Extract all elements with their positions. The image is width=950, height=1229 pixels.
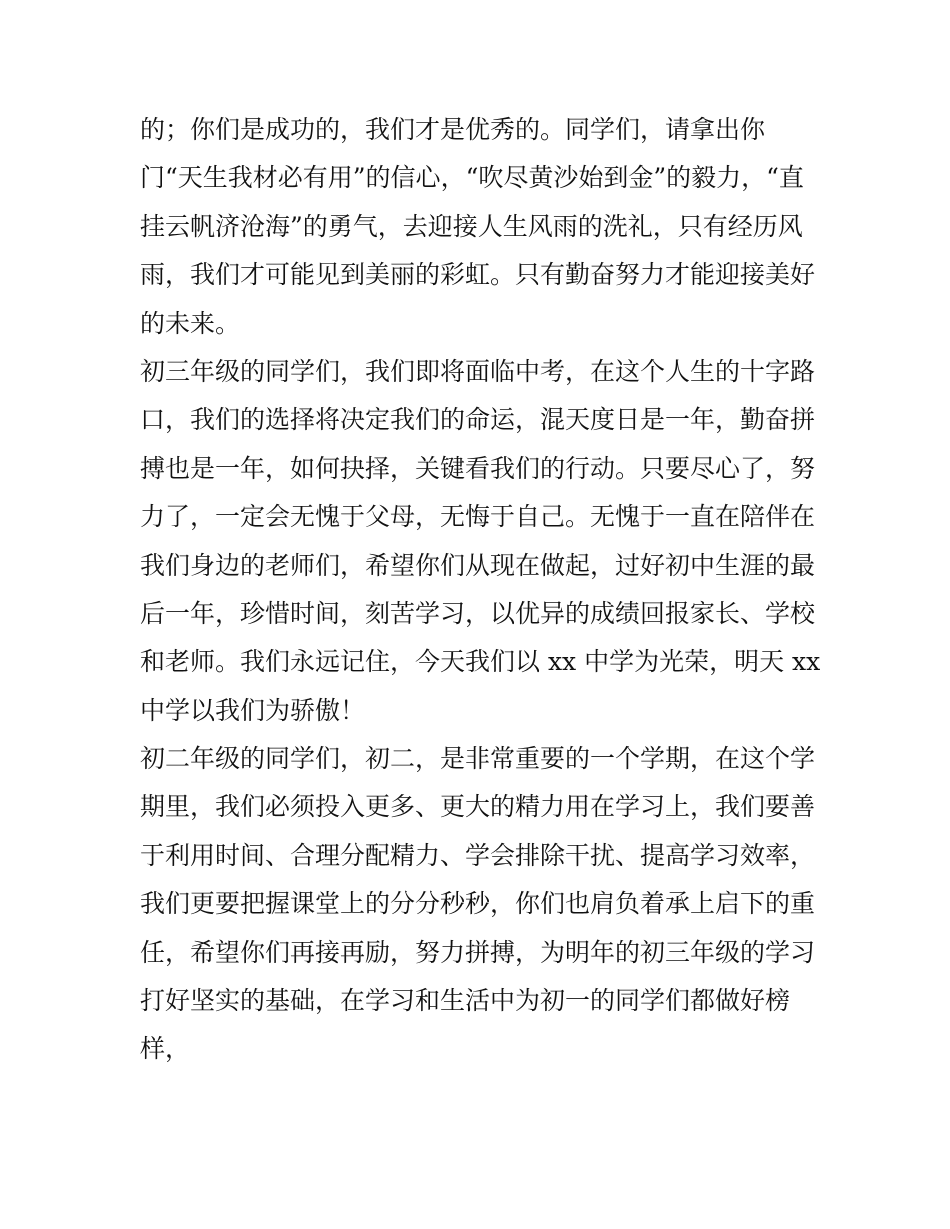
- text-line: 和老师。我们永远记住，今天我们以 xx 中学为光荣，明天 xx: [140, 647, 821, 677]
- text-line: 的；你们是成功的，我们才是优秀的。同学们，请拿出你: [140, 115, 766, 144]
- text-line: 期里，我们必须投入更多、更大的精力用在学习上，我们要善: [140, 792, 816, 822]
- text-line: 力了，一定会无愧于父母，无悔于自己。无愧于一直在陪伴在: [140, 502, 816, 532]
- text-line: 挂云帆济沧海”的勇气，去迎接人生风雨的洗礼，只有经历风: [140, 211, 803, 241]
- text-line: 后一年，珍惜时间，刻苦学习，以优异的成绩回报家长、学校: [140, 598, 816, 628]
- text-line: 初二年级的同学们，初二，是非常重要的一个学期，在这个学: [140, 744, 816, 774]
- text-line: 任，希望你们再接再励，努力拼搏，为明年的初三年级的学习: [140, 937, 816, 967]
- text-line: 打好坚实的基础，在学习和生活中为初一的同学们都做好榜: [140, 986, 791, 1016]
- text-line: 的未来。: [140, 308, 241, 338]
- text-line: 口，我们的选择将决定我们的命运，混天度日是一年，勤奋拼: [140, 405, 816, 435]
- text-line: 我们更要把握课堂上的分分秒秒，你们也肩负着承上启下的重: [140, 889, 816, 919]
- text-line: 样，: [140, 1034, 191, 1064]
- text-line: 搏也是一年，如何抉择，关键看我们的行动。只要尽心了，努: [140, 453, 816, 483]
- text-line: 中学以我们为骄傲！: [140, 695, 366, 725]
- text-line: 初三年级的同学们，我们即将面临中考，在这个人生的十字路: [140, 356, 816, 386]
- text-line: 门“天生我材必有用”的信心，“吹尽黄沙始到金”的毅力，“直: [140, 163, 804, 193]
- text-line: 我们身边的老师们，希望你们从现在做起，过好初中生涯的最: [140, 550, 816, 580]
- speech-text: [140, 106, 830, 1074]
- text-line: 雨，我们才可能见到美丽的彩虹。只有勤奋努力才能迎接美好: [140, 260, 816, 290]
- text-line: 于利用时间、合理分配精力、学会排除干扰、提高学习效率，: [140, 840, 816, 870]
